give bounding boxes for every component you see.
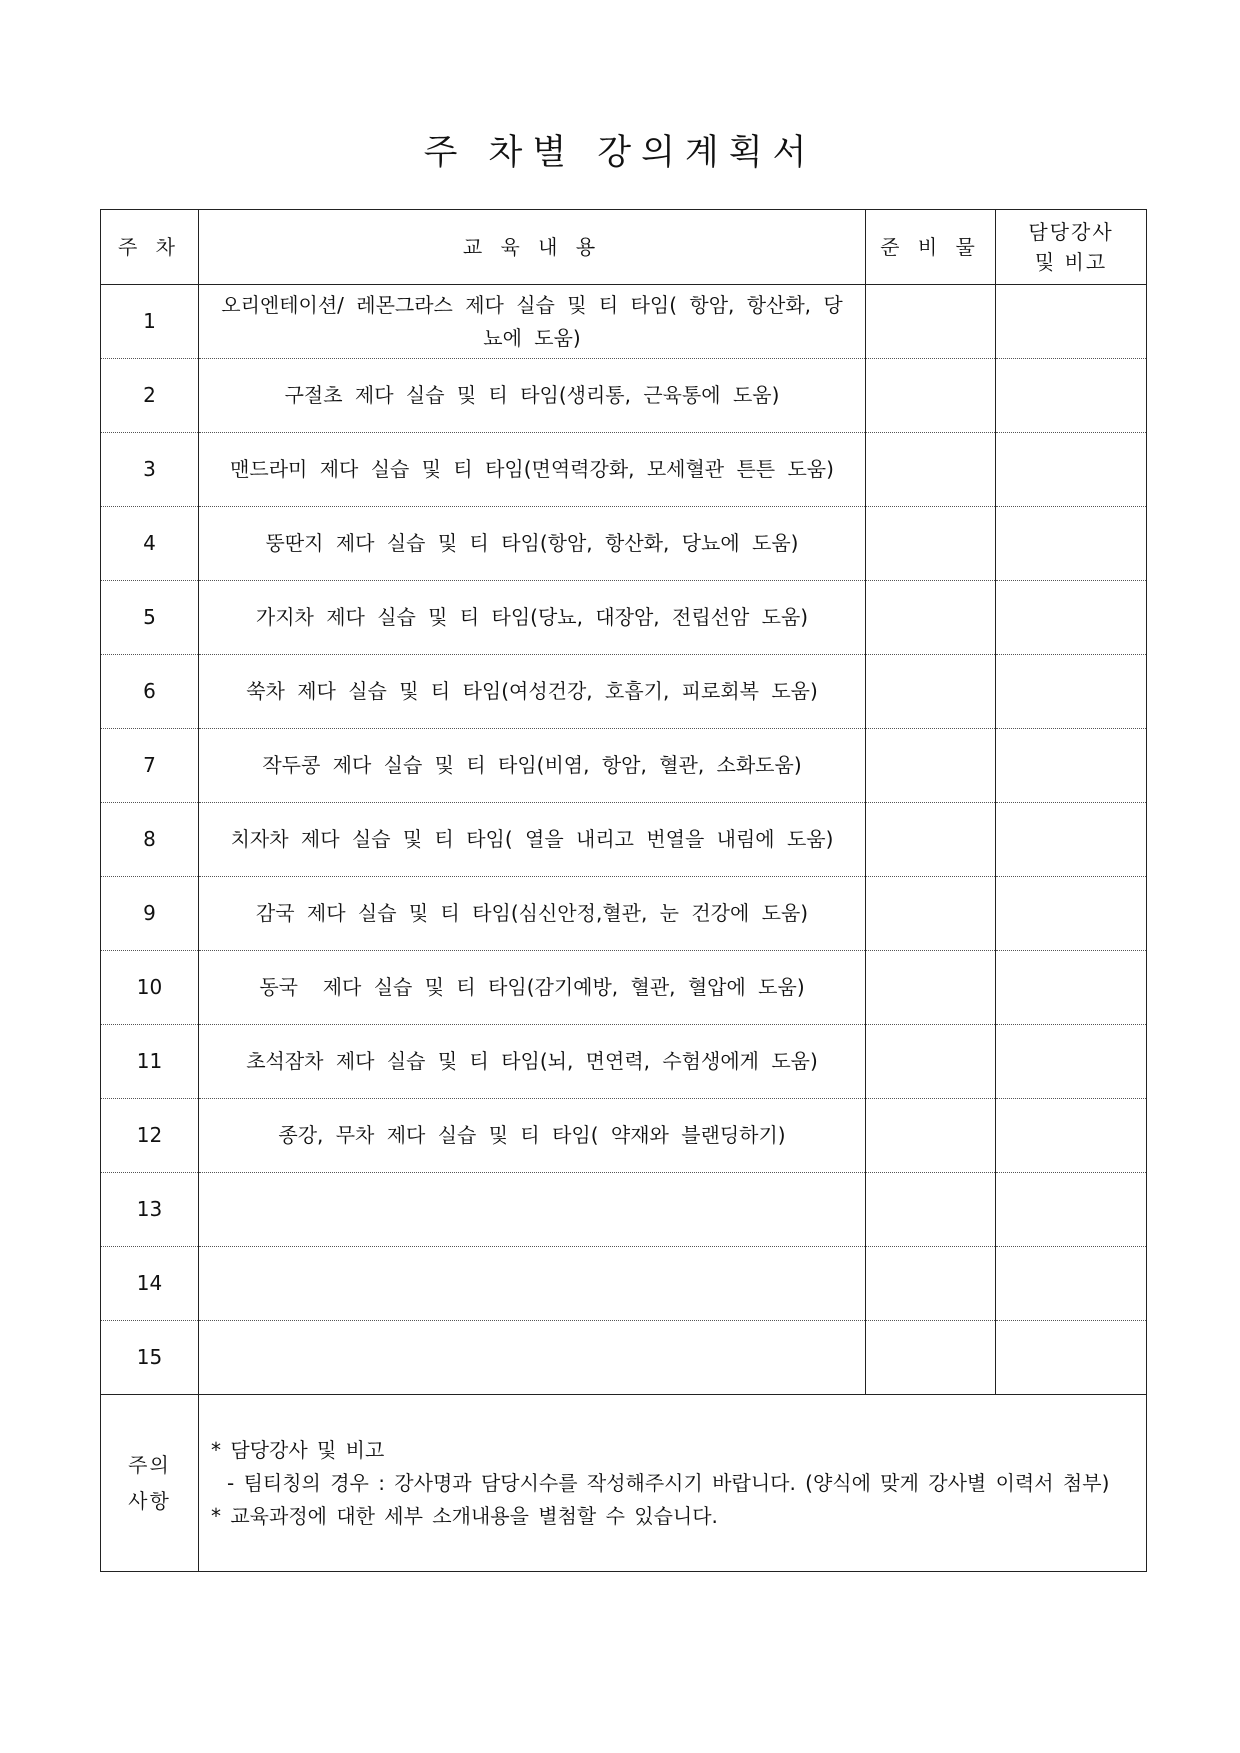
table-row bbox=[101, 359, 1147, 433]
materials-cell bbox=[866, 729, 996, 803]
header-week: 주 차 bbox=[101, 210, 199, 285]
lesson-content: 맨드라미 제다 실습 및 티 타임(면역력강화, 모세혈관 튼튼 도움) bbox=[199, 433, 866, 507]
week-number: 9 bbox=[101, 877, 199, 951]
notes-label-line2: 사항 bbox=[128, 1489, 171, 1513]
week-number: 4 bbox=[101, 507, 199, 581]
materials-cell bbox=[866, 285, 996, 359]
lecture-plan-table bbox=[100, 209, 1147, 1572]
remarks-cell bbox=[996, 1025, 1147, 1099]
materials-cell bbox=[866, 433, 996, 507]
table-row bbox=[101, 951, 1147, 1025]
remarks-cell bbox=[996, 433, 1147, 507]
table-row bbox=[101, 581, 1147, 655]
table-row bbox=[101, 803, 1147, 877]
lesson-content: 동국 제다 실습 및 티 타임(감기예방, 혈관, 혈압에 도움) bbox=[199, 951, 866, 1025]
materials-cell bbox=[866, 1247, 996, 1321]
table-row bbox=[101, 1247, 1147, 1321]
header-content: 교 육 내 용 bbox=[199, 210, 866, 285]
materials-cell bbox=[866, 803, 996, 877]
week-number: 7 bbox=[101, 729, 199, 803]
lesson-content: 쑥차 제다 실습 및 티 타임(여성건강, 호흡기, 피로회복 도움) bbox=[199, 655, 866, 729]
header-materials: 준 비 물 bbox=[866, 210, 996, 285]
table-row bbox=[101, 507, 1147, 581]
notes-body bbox=[199, 1395, 1147, 1572]
week-number: 8 bbox=[101, 803, 199, 877]
note-attachment: * 교육과정에 대한 세부 소개내용을 별첨할 수 있습니다. bbox=[211, 1503, 718, 1528]
lesson-content: 가지차 제다 실습 및 티 타임(당뇨, 대장암, 전립선암 도움) bbox=[199, 581, 866, 655]
remarks-cell bbox=[996, 1321, 1147, 1395]
week-number: 11 bbox=[101, 1025, 199, 1099]
week-number: 2 bbox=[101, 359, 199, 433]
lesson-content: 작두콩 제다 실습 및 티 타임(비염, 항암, 혈관, 소화도움) bbox=[199, 729, 866, 803]
materials-cell bbox=[866, 507, 996, 581]
materials-cell bbox=[866, 655, 996, 729]
remarks-cell bbox=[996, 285, 1147, 359]
remarks-cell bbox=[996, 877, 1147, 951]
remarks-cell bbox=[996, 655, 1147, 729]
table-row bbox=[101, 1321, 1147, 1395]
table-row bbox=[101, 1099, 1147, 1173]
materials-cell bbox=[866, 1321, 996, 1395]
week-number: 13 bbox=[101, 1173, 199, 1247]
lesson-content: 오리엔테이션/ 레몬그라스 제다 실습 및 티 타임( 항암, 항산화, 당뇨에 도움) bbox=[199, 285, 866, 359]
week-number: 3 bbox=[101, 433, 199, 507]
week-number: 15 bbox=[101, 1321, 199, 1395]
header-instructor-line2: 및 비고 bbox=[1034, 250, 1108, 274]
remarks-cell bbox=[996, 507, 1147, 581]
table-row bbox=[101, 655, 1147, 729]
lesson-content: 뚱딴지 제다 실습 및 티 타임(항암, 항산화, 당뇨에 도움) bbox=[199, 507, 866, 581]
notes-row bbox=[101, 1395, 1147, 1572]
week-number: 14 bbox=[101, 1247, 199, 1321]
table-row bbox=[101, 877, 1147, 951]
remarks-cell bbox=[996, 1173, 1147, 1247]
materials-cell bbox=[866, 1025, 996, 1099]
header-instructor-remarks bbox=[996, 210, 1147, 285]
note-team-teaching: - 팀티칭의 경우 : 강사명과 담당시수를 작성해주시기 바랍니다. (양식에 맞게 강사별 이력서 첨부) bbox=[227, 1470, 1110, 1495]
table-row bbox=[101, 1173, 1147, 1247]
materials-cell bbox=[866, 359, 996, 433]
table-row bbox=[101, 1025, 1147, 1099]
lesson-content: 구절초 제다 실습 및 티 타임(생리통, 근육통에 도움) bbox=[199, 359, 866, 433]
week-number: 5 bbox=[101, 581, 199, 655]
week-number: 6 bbox=[101, 655, 199, 729]
lesson-content bbox=[199, 1321, 866, 1395]
remarks-cell bbox=[996, 1099, 1147, 1173]
week-number: 1 bbox=[101, 285, 199, 359]
lesson-content bbox=[199, 1173, 866, 1247]
notes-label-line1: 주의 bbox=[128, 1453, 171, 1477]
week-number: 10 bbox=[101, 951, 199, 1025]
notes-label bbox=[101, 1395, 199, 1572]
lesson-content: 치자차 제다 실습 및 티 타임( 열을 내리고 번열을 내림에 도움) bbox=[199, 803, 866, 877]
materials-cell bbox=[866, 1099, 996, 1173]
page-title: 주 차별 강의계획서 bbox=[423, 133, 817, 173]
lesson-content bbox=[199, 1247, 866, 1321]
materials-cell bbox=[866, 951, 996, 1025]
table-row bbox=[101, 433, 1147, 507]
lesson-content: 감국 제다 실습 및 티 타임(심신안정,혈관, 눈 건강에 도움) bbox=[199, 877, 866, 951]
lesson-content: 초석잠차 제다 실습 및 티 타임(뇌, 면연력, 수험생에게 도움) bbox=[199, 1025, 866, 1099]
remarks-cell bbox=[996, 581, 1147, 655]
header-row bbox=[101, 210, 1147, 285]
table-row bbox=[101, 729, 1147, 803]
remarks-cell bbox=[996, 729, 1147, 803]
materials-cell bbox=[866, 877, 996, 951]
remarks-cell bbox=[996, 359, 1147, 433]
week-number: 12 bbox=[101, 1099, 199, 1173]
materials-cell bbox=[866, 581, 996, 655]
remarks-cell bbox=[996, 803, 1147, 877]
table-row bbox=[101, 285, 1147, 359]
remarks-cell bbox=[996, 951, 1147, 1025]
remarks-cell bbox=[996, 1247, 1147, 1321]
lesson-content: 종강, 무차 제다 실습 및 티 타임( 약재와 블랜딩하기) bbox=[199, 1099, 866, 1173]
materials-cell bbox=[866, 1173, 996, 1247]
header-instructor-line1: 담당강사 bbox=[1028, 220, 1114, 244]
note-instructor-remarks: * 담당강사 및 비고 bbox=[211, 1437, 385, 1462]
